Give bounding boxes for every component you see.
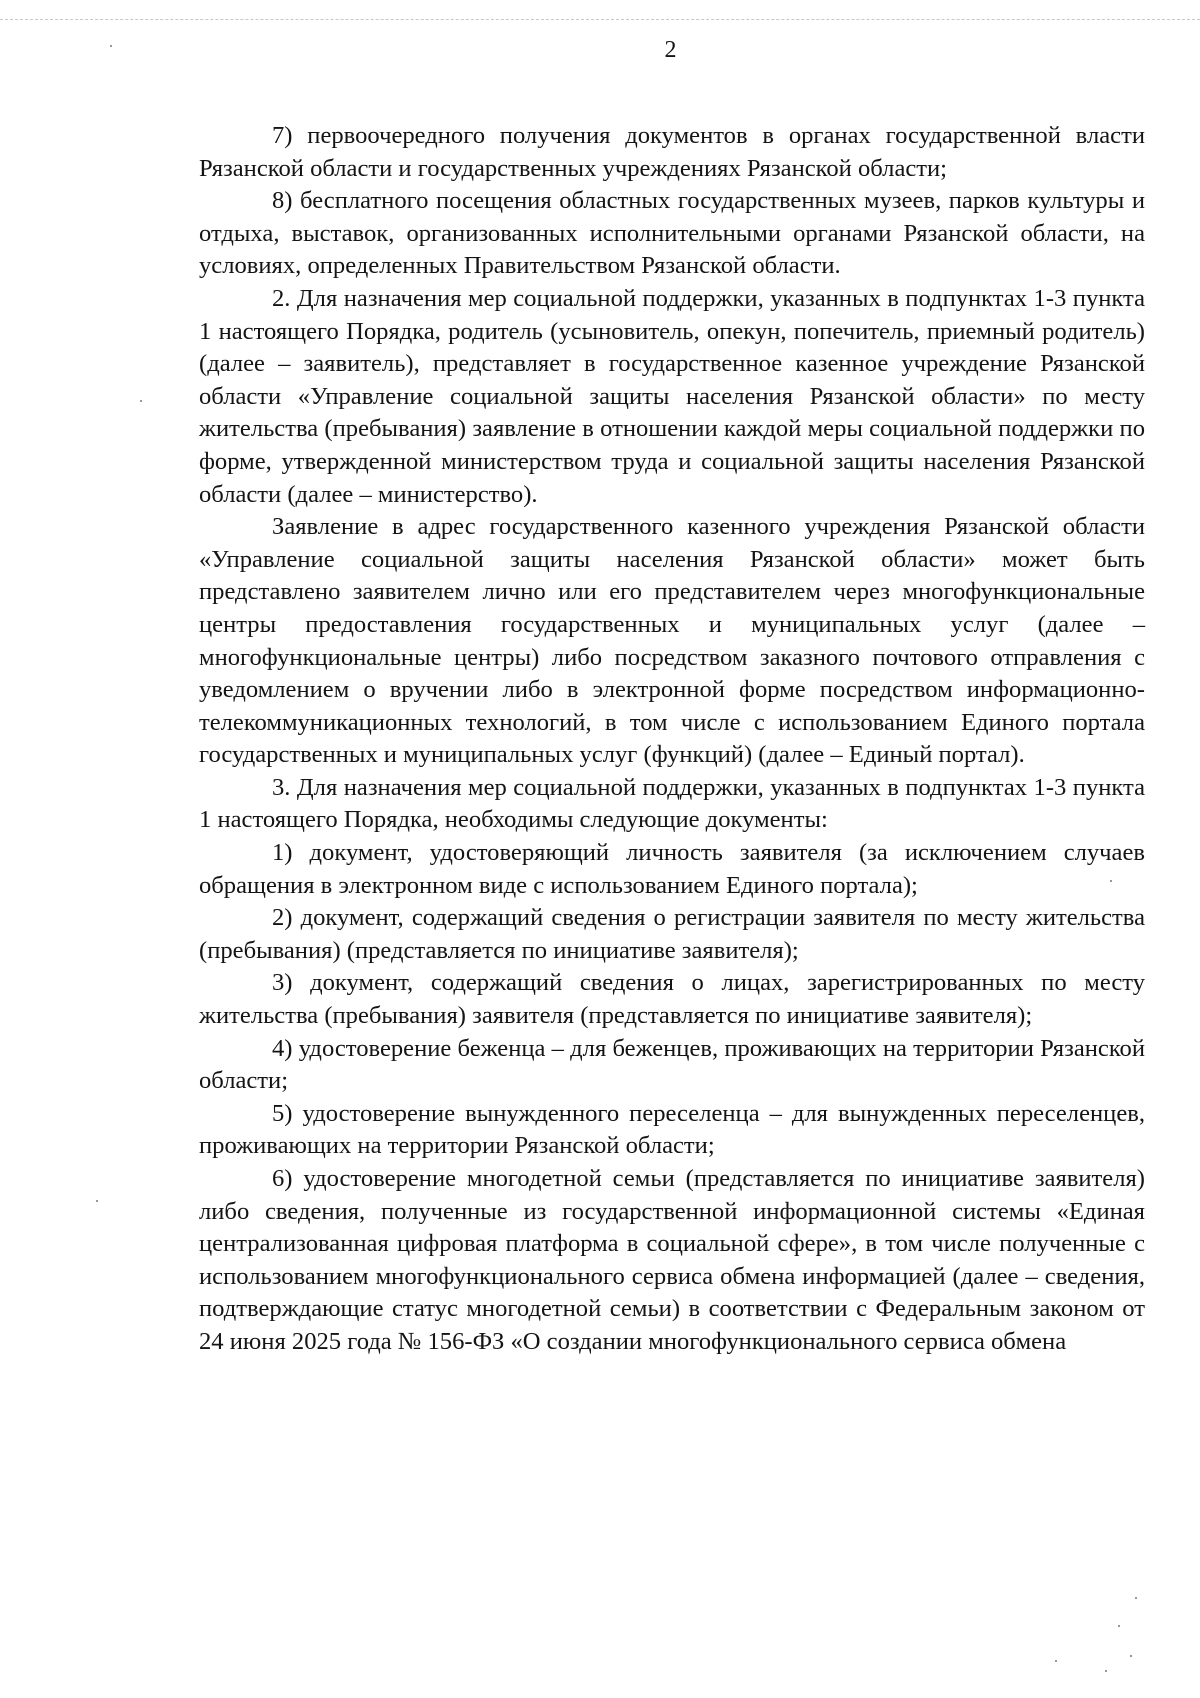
- paragraph-document-6: 6) удостоверение многодетной семьи (представляется по инициативе заявителя) либо сведения, полученные из государственной информационной системы «Единая централизованная цифровая платформа в социальной сфере», в том числе полученные с использованием многофункционального сервиса обмена информацией (далее – сведения, подтверждающие статус многодетной семьи) в соответствии с Федеральным законом от 24 июня 2025 года № 156-ФЗ «О создании многофункционального сервиса обмена: [199, 1165, 1145, 1355]
- scan-speck: [96, 1200, 98, 1202]
- scan-speck: [1110, 880, 1112, 882]
- scan-speck: [1055, 1660, 1057, 1662]
- scan-speck: [1135, 1597, 1137, 1599]
- paragraph-application-delivery: Заявление в адрес государственного казенного учреждения Рязанской области «Управление социальной защиты населения Рязанской области» может быть представлено заявителем лично или его представителем через многофункциональные центры предоставления государственных и муниципальных услуг (далее – многофункциональные центры) либо посредством заказного почтового отправления с уведомлением о вручении либо в электронной форме посредством информационно-телекоммуникационных технологий, в том числе с использованием Единого портала государственных и муниципальных услуг (функций) (далее – Единый портал).: [199, 513, 1145, 769]
- scan-speck: [1130, 1655, 1132, 1657]
- scan-top-edge: [0, 19, 1200, 20]
- paragraph-section-3: 3. Для назначения мер социальной поддержки, указанных в подпунктах 1-3 пункта 1 настоящего Порядка, необходимы следующие документы:: [199, 773, 1145, 834]
- paragraph-document-2: 2) документ, содержащий сведения о регистрации заявителя по месту жительства (пребывания) (представляется по инициативе заявителя);: [199, 904, 1145, 964]
- paragraph-document-4: 4) удостоверение беженца – для беженцев, проживающих на территории Рязанской области;: [199, 1034, 1145, 1095]
- paragraph-document-1: 1) документ, удостоверяющий личность заявителя (за исключением случаев обращения в электронном виде с использованием Единого портала);: [199, 839, 1145, 899]
- scan-speck: [110, 45, 112, 47]
- paragraph-section-2: 2. Для назначения мер социальной поддержки, указанных в подпунктах 1-3 пункта 1 настоящего Порядка, родитель (усыновитель, опекун, попечитель, приемный родитель) (далее – заявитель), представляет в государственное казенное учреждение Рязанской области «Управление социальной защиты населения Рязанской области» по месту жительства (пребывания) заявление в отношении каждой меры социальной поддержки по форме, утвержденной министерством труда и социальной защиты населения Рязанской области (далее – министерство).: [199, 284, 1145, 508]
- scan-speck: [1118, 1625, 1120, 1627]
- scan-speck: [1105, 1670, 1107, 1672]
- scan-speck: [140, 400, 142, 402]
- paragraph-document-5: 5) удостоверение вынужденного переселенца – для вынужденных переселенцев, проживающих на территории Рязанской области;: [199, 1099, 1145, 1160]
- paragraph-item-7: 7) первоочередного получения документов в органах государственной власти Рязанской области и государственных учреждениях Рязанской области;: [199, 122, 1145, 182]
- paragraph-document-3: 3) документ, содержащий сведения о лицах, зарегистрированных по месту жительства (пребывания) заявителя (представляется по инициативе заявителя);: [199, 969, 1145, 1030]
- paragraph-item-8: 8) бесплатного посещения областных государственных музеев, парков культуры и отдыха, выставок, организованных исполнительными органами Рязанской области, на условиях, определенных Правительством Рязанской области.: [199, 187, 1145, 280]
- page-number: 2: [664, 37, 677, 63]
- document-body: [199, 120, 1145, 1359]
